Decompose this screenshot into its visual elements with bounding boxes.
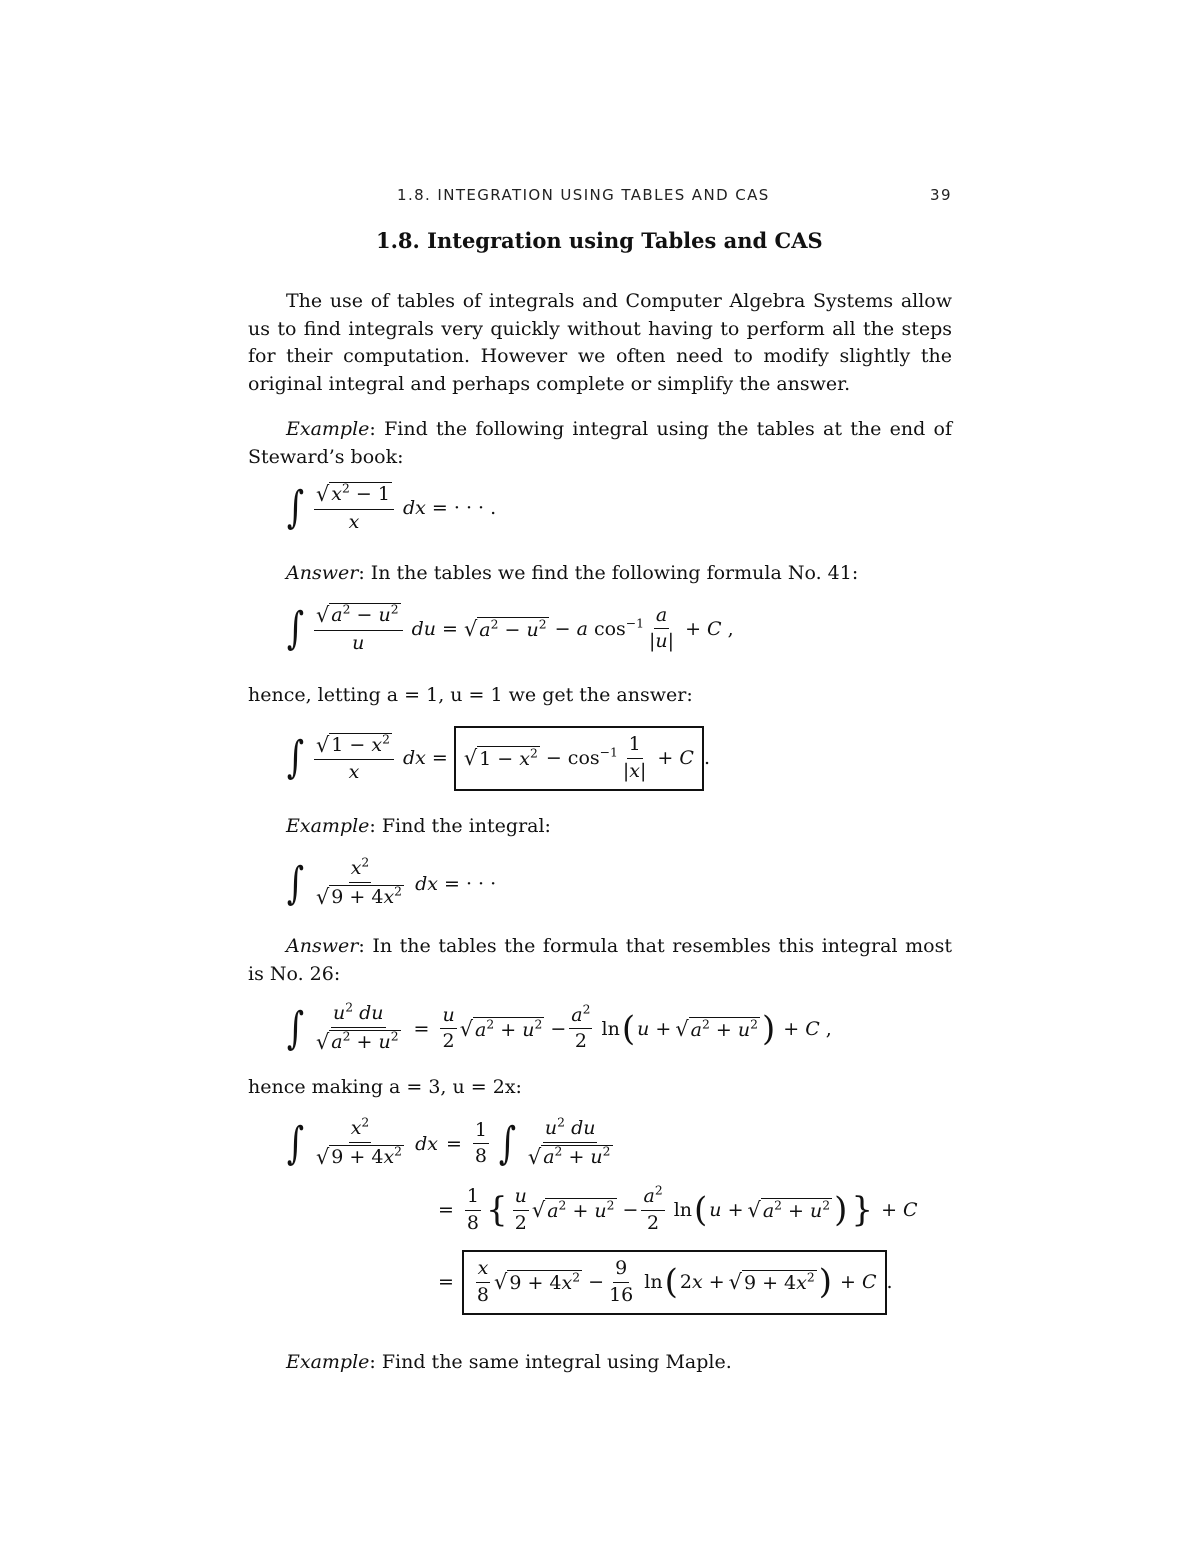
answer-1-label: Answer (286, 562, 359, 584)
answer-1-paragraph (248, 560, 952, 588)
equation-6-line-1: ∫ $x^2$ √ $9 + 4x^2$ dx = $\frac{1}{8}$ ∫ $u^2$ du √ $a^2 + u^2$ (286, 1115, 611, 1169)
equation-6-line-2: = $\frac{1}{8}$ { $\frac{u}{2}$ √ $a^2 + u^2$ − $\frac{a^2}{2}$ ln ( u + √ $a^2 + u^2$ ) } + C (438, 1183, 918, 1234)
answer-1-text: : In the tables we find the following formula No. 41: (358, 562, 859, 584)
hence-2-text: hence making a = 3, u = 2x: (248, 1076, 522, 1098)
answer-2-text: : In the tables the formula that resembles this integral most is No. 26: (248, 935, 952, 985)
answer-2-paragraph (248, 933, 952, 988)
equation-4: ∫ $x^2$ √ $9 + 4x^2$ dx = · · · (286, 855, 497, 909)
equation-1: ∫ √ $x^2 - 1$ x dx = · · · . (286, 481, 497, 533)
hence-1-text: hence, letting a = 1, u = 1 we get the answer: (248, 684, 693, 706)
example-1-paragraph (248, 416, 952, 471)
section-title: 1.8. Integration using Tables and CAS (376, 228, 823, 253)
example-3-text: : Find the same integral using Maple. (369, 1351, 732, 1373)
example-2-paragraph (248, 813, 952, 841)
example-2-text: : Find the integral: (369, 815, 551, 837)
example-3-paragraph (248, 1349, 952, 1377)
intro-paragraph (248, 288, 952, 398)
boxed-answer-2: $\frac{x}{8}$ √ $9 + 4x^2$ − $\frac{9}{16}$ ln ( 2x + √ $9 + 4x^2$ ) + C (462, 1250, 887, 1315)
running-header: 1.8. INTEGRATION USING TABLES AND CAS (397, 186, 770, 204)
example-3-label: Example (286, 1351, 370, 1373)
equation-5: ∫ $u^2$ du √ $a^2 + u^2$ = $\frac{u}{2}$ √ $a^2 + u^2$ − $\frac{a^2}{2}$ ln ( u + √ $a^2 + u^2$ ) + C , (286, 1000, 832, 1054)
example-1-label: Example (286, 418, 370, 440)
page-number: 39 (930, 186, 952, 204)
boxed-answer-1: √ $1 - x^2$ − $\cos^{-1}$ $\frac{1}{|x|}$ + C (454, 726, 704, 791)
example-1-text: : Find the following integral using the tables at the end of Steward’s book: (248, 418, 952, 468)
equation-6-line-3: = $\frac{x}{8}$ √ $9 + 4x^2$ − $\frac{9}{16}$ ln ( 2x + √ $9 + 4x^2$ ) + C . (438, 1250, 893, 1315)
intro-text: The use of tables of integrals and Computer Algebra Systems allow us to find integrals very quickly without having to perform all the steps for their computation. However we often need to modify slightly the original integral and perhaps complete or simplify the answer. (248, 290, 952, 395)
equation-3: ∫ √ $1 - x^2$ x dx = √ $1 - x^2$ − $\cos^{-1}$ $\frac{1}{|x|}$ + C . (284, 726, 710, 791)
answer-2-label: Answer (286, 935, 359, 957)
equation-2: ∫ √ $a^2 - u^2$ u du = √ $a^2 - u^2$ − a $\cos^{-1}$ $\frac{a}{|u|}$ + C , (286, 602, 734, 654)
example-2-label: Example (286, 815, 370, 837)
